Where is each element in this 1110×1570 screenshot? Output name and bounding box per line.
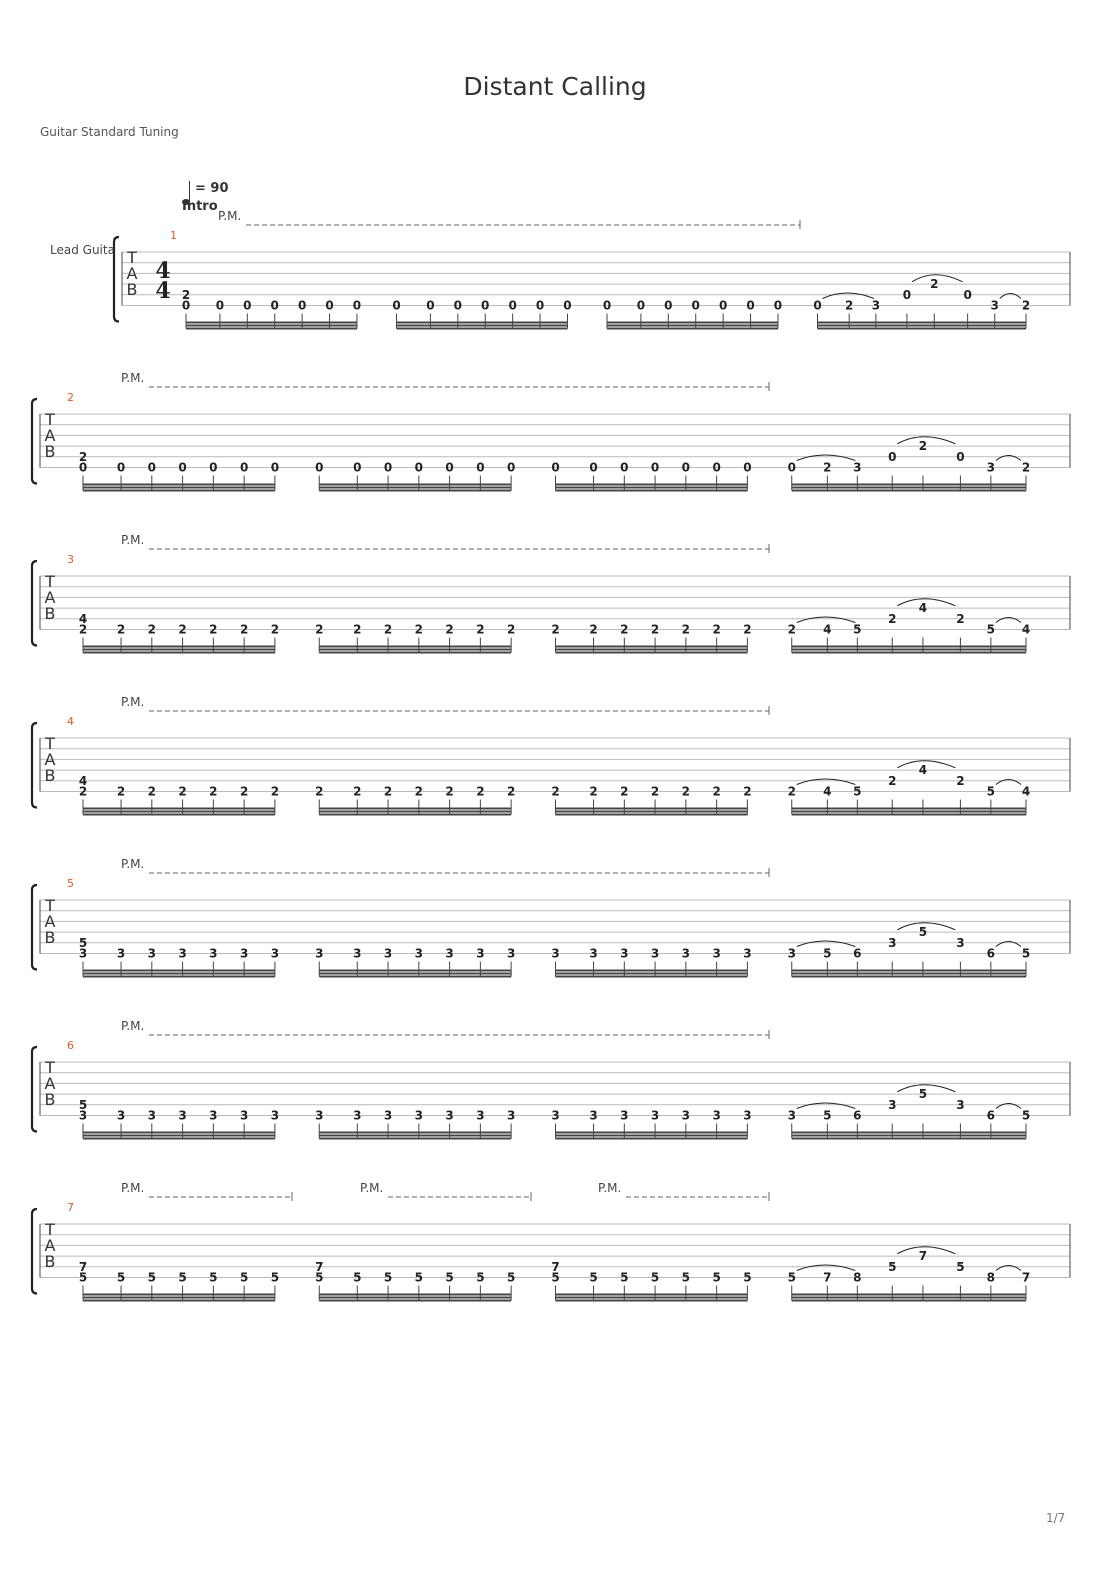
fret-number: 0 bbox=[353, 460, 362, 475]
fret-number: 3 bbox=[147, 946, 156, 961]
fret-number: 5 bbox=[383, 1270, 393, 1285]
fret-number: 3 bbox=[315, 946, 324, 961]
tab-clef-letter: T bbox=[127, 248, 137, 267]
fret-number: 5 bbox=[414, 1270, 424, 1285]
fret-number: 2 bbox=[181, 287, 191, 302]
fret-number: 4 bbox=[1021, 622, 1031, 637]
slur-arc bbox=[996, 456, 1021, 461]
fret-number: 3 bbox=[888, 1097, 897, 1112]
fret-number: 6 bbox=[853, 1108, 862, 1123]
tab-clef-letter: T bbox=[45, 572, 55, 591]
palm-mute-label: P.M. bbox=[121, 1181, 145, 1195]
fret-number: 2 bbox=[353, 784, 362, 799]
section-label: Intro bbox=[182, 199, 218, 214]
fret-number: 5 bbox=[650, 1270, 660, 1285]
palm-mute-label: P.M. bbox=[121, 533, 145, 547]
fret-number: 0 bbox=[664, 298, 673, 313]
system-bracket bbox=[32, 1047, 37, 1132]
fret-number: 3 bbox=[178, 946, 187, 961]
fret-number: 0 bbox=[383, 460, 393, 475]
tab-clef-letter: T bbox=[45, 410, 55, 429]
fret-number: 5 bbox=[116, 1270, 126, 1285]
palm-mute-label: P.M. bbox=[121, 1019, 145, 1033]
fret-number: 5 bbox=[551, 1270, 560, 1285]
fret-number: 2 bbox=[888, 773, 897, 788]
fret-number: 0 bbox=[414, 460, 424, 475]
tab-clef-letter: B bbox=[44, 442, 56, 461]
fret-number: 7 bbox=[823, 1270, 832, 1285]
fret-number: 5 bbox=[1021, 946, 1031, 961]
tab-clef-letter: B bbox=[44, 1252, 56, 1271]
fret-number: 3 bbox=[270, 946, 280, 961]
fret-number: 3 bbox=[681, 1108, 691, 1123]
fret-number: 2 bbox=[956, 611, 965, 626]
fret-number: 3 bbox=[589, 946, 598, 961]
fret-number: 3 bbox=[239, 946, 249, 961]
fret-number: 2 bbox=[445, 784, 454, 799]
fret-number: 0 bbox=[239, 460, 249, 475]
system-bracket bbox=[32, 1209, 37, 1294]
fret-number: 3 bbox=[414, 1108, 424, 1123]
fret-number: 2 bbox=[116, 622, 126, 637]
fret-number: 2 bbox=[551, 784, 560, 799]
measure-number: 2 bbox=[67, 391, 74, 404]
fret-number: 0 bbox=[315, 460, 324, 475]
fret-number: 0 bbox=[620, 460, 629, 475]
fret-number: 5 bbox=[239, 1270, 249, 1285]
fret-number: 5 bbox=[476, 1270, 485, 1285]
fret-number: 3 bbox=[239, 1108, 249, 1123]
fret-number: 4 bbox=[78, 611, 88, 626]
fret-number: 3 bbox=[620, 946, 629, 961]
fret-number: 3 bbox=[620, 1108, 629, 1123]
fret-number: 5 bbox=[315, 1270, 324, 1285]
tab-clef-letter: A bbox=[44, 426, 56, 445]
fret-number: 2 bbox=[551, 622, 560, 637]
fret-number: 5 bbox=[853, 784, 862, 799]
fret-number: 5 bbox=[743, 1270, 752, 1285]
fret-number: 0 bbox=[963, 287, 972, 302]
fret-number: 0 bbox=[215, 298, 225, 313]
tab-clef-letter: B bbox=[126, 280, 138, 299]
fret-number: 0 bbox=[181, 298, 191, 313]
fret-number: 2 bbox=[930, 276, 939, 291]
fret-number: 5 bbox=[445, 1270, 454, 1285]
fret-number: 5 bbox=[78, 935, 88, 950]
system-bracket bbox=[32, 561, 37, 646]
fret-number: 2 bbox=[116, 784, 126, 799]
fret-number: 3 bbox=[712, 1108, 721, 1123]
measure-number: 7 bbox=[67, 1201, 74, 1214]
fret-number: 5 bbox=[620, 1270, 629, 1285]
fret-number: 5 bbox=[209, 1270, 218, 1285]
fret-number: 2 bbox=[239, 622, 249, 637]
system-bracket bbox=[114, 237, 119, 322]
fret-number: 3 bbox=[589, 1108, 598, 1123]
fret-number: 3 bbox=[353, 946, 362, 961]
fret-number: 3 bbox=[209, 946, 218, 961]
fret-number: 3 bbox=[414, 946, 424, 961]
fret-number: 3 bbox=[116, 946, 126, 961]
time-signature-top: 4 bbox=[155, 258, 171, 284]
fret-number: 0 bbox=[650, 460, 660, 475]
fret-number: 2 bbox=[589, 784, 598, 799]
fret-number: 2 bbox=[1021, 298, 1031, 313]
fret-number: 3 bbox=[853, 460, 862, 475]
tab-clef-letter: B bbox=[44, 604, 56, 623]
fret-number: 5 bbox=[178, 1270, 187, 1285]
fret-number: 5 bbox=[78, 1097, 88, 1112]
fret-number: 7 bbox=[918, 1248, 928, 1263]
fret-number: 0 bbox=[718, 298, 728, 313]
tab-clef-letter: T bbox=[45, 1058, 55, 1077]
measure-number: 4 bbox=[67, 715, 74, 728]
fret-number: 0 bbox=[681, 460, 691, 475]
fret-number: 2 bbox=[681, 784, 691, 799]
fret-number: 0 bbox=[535, 298, 545, 313]
fret-number: 2 bbox=[506, 784, 516, 799]
fret-number: 4 bbox=[78, 773, 88, 788]
fret-number: 2 bbox=[270, 784, 280, 799]
fret-number: 3 bbox=[888, 935, 897, 950]
fret-number: 5 bbox=[506, 1270, 516, 1285]
fret-number: 2 bbox=[209, 784, 218, 799]
fret-number: 2 bbox=[589, 622, 598, 637]
tab-clef-letter: A bbox=[44, 912, 56, 931]
track-name: Lead Guita bbox=[50, 243, 115, 257]
fret-number: 2 bbox=[270, 622, 280, 637]
fret-number: 0 bbox=[481, 298, 490, 313]
fret-number: 3 bbox=[743, 1108, 752, 1123]
tab-clef-letter: B bbox=[44, 928, 56, 947]
fret-number: 2 bbox=[383, 784, 393, 799]
fret-number: 0 bbox=[508, 298, 517, 313]
fret-number: 2 bbox=[147, 784, 156, 799]
tab-clef-letter: A bbox=[44, 750, 56, 769]
fret-number: 3 bbox=[506, 946, 516, 961]
fret-number: 3 bbox=[445, 1108, 454, 1123]
measure-number: 3 bbox=[67, 553, 74, 566]
slur-arc bbox=[1000, 294, 1021, 299]
fret-number: 5 bbox=[1021, 1108, 1031, 1123]
measure-number: 6 bbox=[67, 1039, 74, 1052]
slur-arc bbox=[996, 618, 1021, 623]
tab-clef-letter: T bbox=[45, 1220, 55, 1239]
fret-number: 2 bbox=[650, 622, 660, 637]
fret-number: 3 bbox=[476, 946, 485, 961]
fret-number: 0 bbox=[712, 460, 721, 475]
fret-number: 2 bbox=[178, 784, 187, 799]
slur-arc bbox=[996, 1266, 1021, 1271]
fret-number: 2 bbox=[712, 784, 721, 799]
fret-number: 2 bbox=[787, 622, 796, 637]
measure-number: 5 bbox=[67, 877, 74, 890]
fret-number: 3 bbox=[871, 298, 881, 313]
fret-number: 5 bbox=[147, 1270, 156, 1285]
palm-mute-label: P.M. bbox=[218, 209, 242, 223]
palm-mute-label: P.M. bbox=[121, 695, 145, 709]
fret-number: 4 bbox=[918, 762, 928, 777]
fret-number: 6 bbox=[986, 1108, 996, 1123]
fret-number: 0 bbox=[902, 287, 912, 302]
fret-number: 3 bbox=[383, 1108, 393, 1123]
fret-number: 0 bbox=[352, 298, 362, 313]
fret-number: 3 bbox=[353, 1108, 362, 1123]
fret-number: 2 bbox=[506, 622, 516, 637]
fret-number: 0 bbox=[445, 460, 454, 475]
fret-number: 2 bbox=[383, 622, 393, 637]
fret-number: 3 bbox=[178, 1108, 187, 1123]
fret-number: 2 bbox=[620, 784, 629, 799]
fret-number: 5 bbox=[823, 946, 832, 961]
fret-number: 0 bbox=[270, 298, 279, 313]
fret-number: 3 bbox=[78, 946, 88, 961]
fret-number: 3 bbox=[116, 1108, 126, 1123]
fret-number: 2 bbox=[743, 622, 752, 637]
fret-number: 7 bbox=[78, 1259, 88, 1274]
fret-number: 2 bbox=[620, 622, 629, 637]
tab-clef-letter: B bbox=[44, 766, 56, 785]
tab-clef-letter: A bbox=[44, 1236, 56, 1255]
fret-number: 3 bbox=[209, 1108, 218, 1123]
fret-number: 4 bbox=[1021, 784, 1031, 799]
system-bracket bbox=[32, 885, 37, 970]
tab-clef-letter: T bbox=[45, 734, 55, 753]
fret-number: 3 bbox=[506, 1108, 516, 1123]
fret-number: 0 bbox=[506, 460, 516, 475]
fret-number: 0 bbox=[888, 449, 897, 464]
fret-number: 0 bbox=[178, 460, 187, 475]
fret-number: 3 bbox=[787, 1108, 796, 1123]
fret-number: 0 bbox=[589, 460, 598, 475]
fret-number: 5 bbox=[956, 1259, 965, 1274]
fret-number: 6 bbox=[853, 946, 862, 961]
fret-number: 0 bbox=[773, 298, 783, 313]
fret-number: 0 bbox=[691, 298, 700, 313]
tempo-marking: = 90 bbox=[195, 181, 229, 196]
fret-number: 0 bbox=[787, 460, 796, 475]
fret-number: 0 bbox=[392, 298, 401, 313]
fret-number: 3 bbox=[712, 946, 721, 961]
fret-number: 5 bbox=[888, 1259, 897, 1274]
fret-number: 2 bbox=[650, 784, 660, 799]
fret-number: 5 bbox=[681, 1270, 691, 1285]
fret-number: 3 bbox=[681, 946, 691, 961]
fret-number: 2 bbox=[1021, 460, 1031, 475]
fret-number: 5 bbox=[918, 1086, 928, 1101]
fret-number: 8 bbox=[853, 1270, 862, 1285]
fret-number: 3 bbox=[383, 946, 393, 961]
fret-number: 0 bbox=[147, 460, 156, 475]
fret-number: 0 bbox=[746, 298, 755, 313]
fret-number: 6 bbox=[986, 946, 996, 961]
fret-number: 3 bbox=[270, 1108, 280, 1123]
fret-number: 2 bbox=[918, 438, 928, 453]
tab-clef-letter: A bbox=[126, 264, 138, 283]
fret-number: 5 bbox=[589, 1270, 598, 1285]
fret-number: 2 bbox=[743, 784, 752, 799]
fret-number: 2 bbox=[178, 622, 187, 637]
tuning-label: Guitar Standard Tuning bbox=[40, 125, 179, 139]
fret-number: 0 bbox=[956, 449, 965, 464]
fret-number: 5 bbox=[853, 622, 862, 637]
palm-mute-label: P.M. bbox=[360, 1181, 384, 1195]
fret-number: 0 bbox=[426, 298, 435, 313]
fret-number: 2 bbox=[476, 622, 485, 637]
tab-clef-letter: A bbox=[44, 1074, 56, 1093]
fret-number: 3 bbox=[743, 946, 752, 961]
fret-number: 5 bbox=[270, 1270, 280, 1285]
fret-number: 2 bbox=[476, 784, 485, 799]
palm-mute-label: P.M. bbox=[121, 371, 145, 385]
fret-number: 3 bbox=[787, 946, 796, 961]
fret-number: 2 bbox=[681, 622, 691, 637]
fret-number: 2 bbox=[353, 622, 362, 637]
fret-number: 0 bbox=[453, 298, 462, 313]
fret-number: 0 bbox=[209, 460, 218, 475]
fret-number: 2 bbox=[239, 784, 249, 799]
fret-number: 8 bbox=[986, 1270, 996, 1285]
fret-number: 2 bbox=[414, 622, 424, 637]
fret-number: 3 bbox=[445, 946, 454, 961]
fret-number: 0 bbox=[116, 460, 126, 475]
time-signature-bottom: 4 bbox=[155, 278, 171, 304]
fret-number: 5 bbox=[823, 1108, 832, 1123]
fret-number: 0 bbox=[813, 298, 822, 313]
slur-arc bbox=[996, 780, 1021, 785]
fret-number: 2 bbox=[956, 773, 965, 788]
fret-number: 2 bbox=[78, 449, 88, 464]
fret-number: 2 bbox=[823, 460, 832, 475]
fret-number: 3 bbox=[315, 1108, 324, 1123]
palm-mute-label: P.M. bbox=[121, 857, 145, 871]
fret-number: 3 bbox=[551, 1108, 560, 1123]
fret-number: 2 bbox=[712, 622, 721, 637]
fret-number: 2 bbox=[445, 622, 454, 637]
fret-number: 2 bbox=[209, 622, 218, 637]
fret-number: 2 bbox=[315, 622, 324, 637]
fret-number: 3 bbox=[986, 460, 996, 475]
page-number: 1/7 bbox=[1046, 1511, 1066, 1525]
fret-number: 3 bbox=[147, 1108, 156, 1123]
fret-number: 2 bbox=[787, 784, 796, 799]
fret-number: 3 bbox=[650, 946, 660, 961]
fret-number: 4 bbox=[823, 622, 832, 637]
fret-number: 5 bbox=[712, 1270, 721, 1285]
measure-number: 1 bbox=[170, 229, 177, 242]
fret-number: 0 bbox=[297, 298, 307, 313]
fret-number: 0 bbox=[476, 460, 485, 475]
fret-number: 5 bbox=[353, 1270, 362, 1285]
fret-number: 0 bbox=[551, 460, 560, 475]
system-bracket bbox=[32, 723, 37, 808]
fret-number: 3 bbox=[990, 298, 999, 313]
fret-number: 5 bbox=[986, 622, 996, 637]
fret-number: 5 bbox=[78, 1270, 88, 1285]
fret-number: 3 bbox=[476, 1108, 485, 1123]
fret-number: 5 bbox=[918, 924, 928, 939]
fret-number: 5 bbox=[986, 784, 996, 799]
fret-number: 2 bbox=[888, 611, 897, 626]
fret-number: 3 bbox=[78, 1108, 88, 1123]
fret-number: 4 bbox=[823, 784, 832, 799]
fret-number: 7 bbox=[1021, 1270, 1031, 1285]
fret-number: 0 bbox=[636, 298, 646, 313]
fret-number: 2 bbox=[78, 622, 88, 637]
tab-clef-letter: T bbox=[45, 896, 55, 915]
slur-arc bbox=[996, 942, 1021, 947]
fret-number: 3 bbox=[956, 1097, 965, 1112]
fret-number: 0 bbox=[325, 298, 334, 313]
fret-number: 7 bbox=[315, 1259, 324, 1274]
fret-number: 3 bbox=[956, 935, 965, 950]
tab-clef-letter: B bbox=[44, 1090, 56, 1109]
fret-number: 7 bbox=[551, 1259, 560, 1274]
fret-number: 0 bbox=[602, 298, 612, 313]
fret-number: 3 bbox=[650, 1108, 660, 1123]
fret-number: 2 bbox=[414, 784, 424, 799]
palm-mute-label: P.M. bbox=[598, 1181, 622, 1195]
fret-number: 3 bbox=[551, 946, 560, 961]
fret-number: 0 bbox=[270, 460, 280, 475]
fret-number: 2 bbox=[845, 298, 854, 313]
fret-number: 0 bbox=[743, 460, 752, 475]
slur-arc bbox=[996, 1104, 1021, 1109]
fret-number: 0 bbox=[243, 298, 252, 313]
fret-number: 0 bbox=[78, 460, 88, 475]
fret-number: 2 bbox=[78, 784, 88, 799]
fret-number: 5 bbox=[787, 1270, 796, 1285]
fret-number: 0 bbox=[563, 298, 572, 313]
fret-number: 2 bbox=[315, 784, 324, 799]
fret-number: 4 bbox=[918, 600, 928, 615]
song-title: Distant Calling bbox=[463, 72, 647, 101]
system-bracket bbox=[32, 399, 37, 484]
tab-clef-letter: A bbox=[44, 588, 56, 607]
fret-number: 2 bbox=[147, 622, 156, 637]
